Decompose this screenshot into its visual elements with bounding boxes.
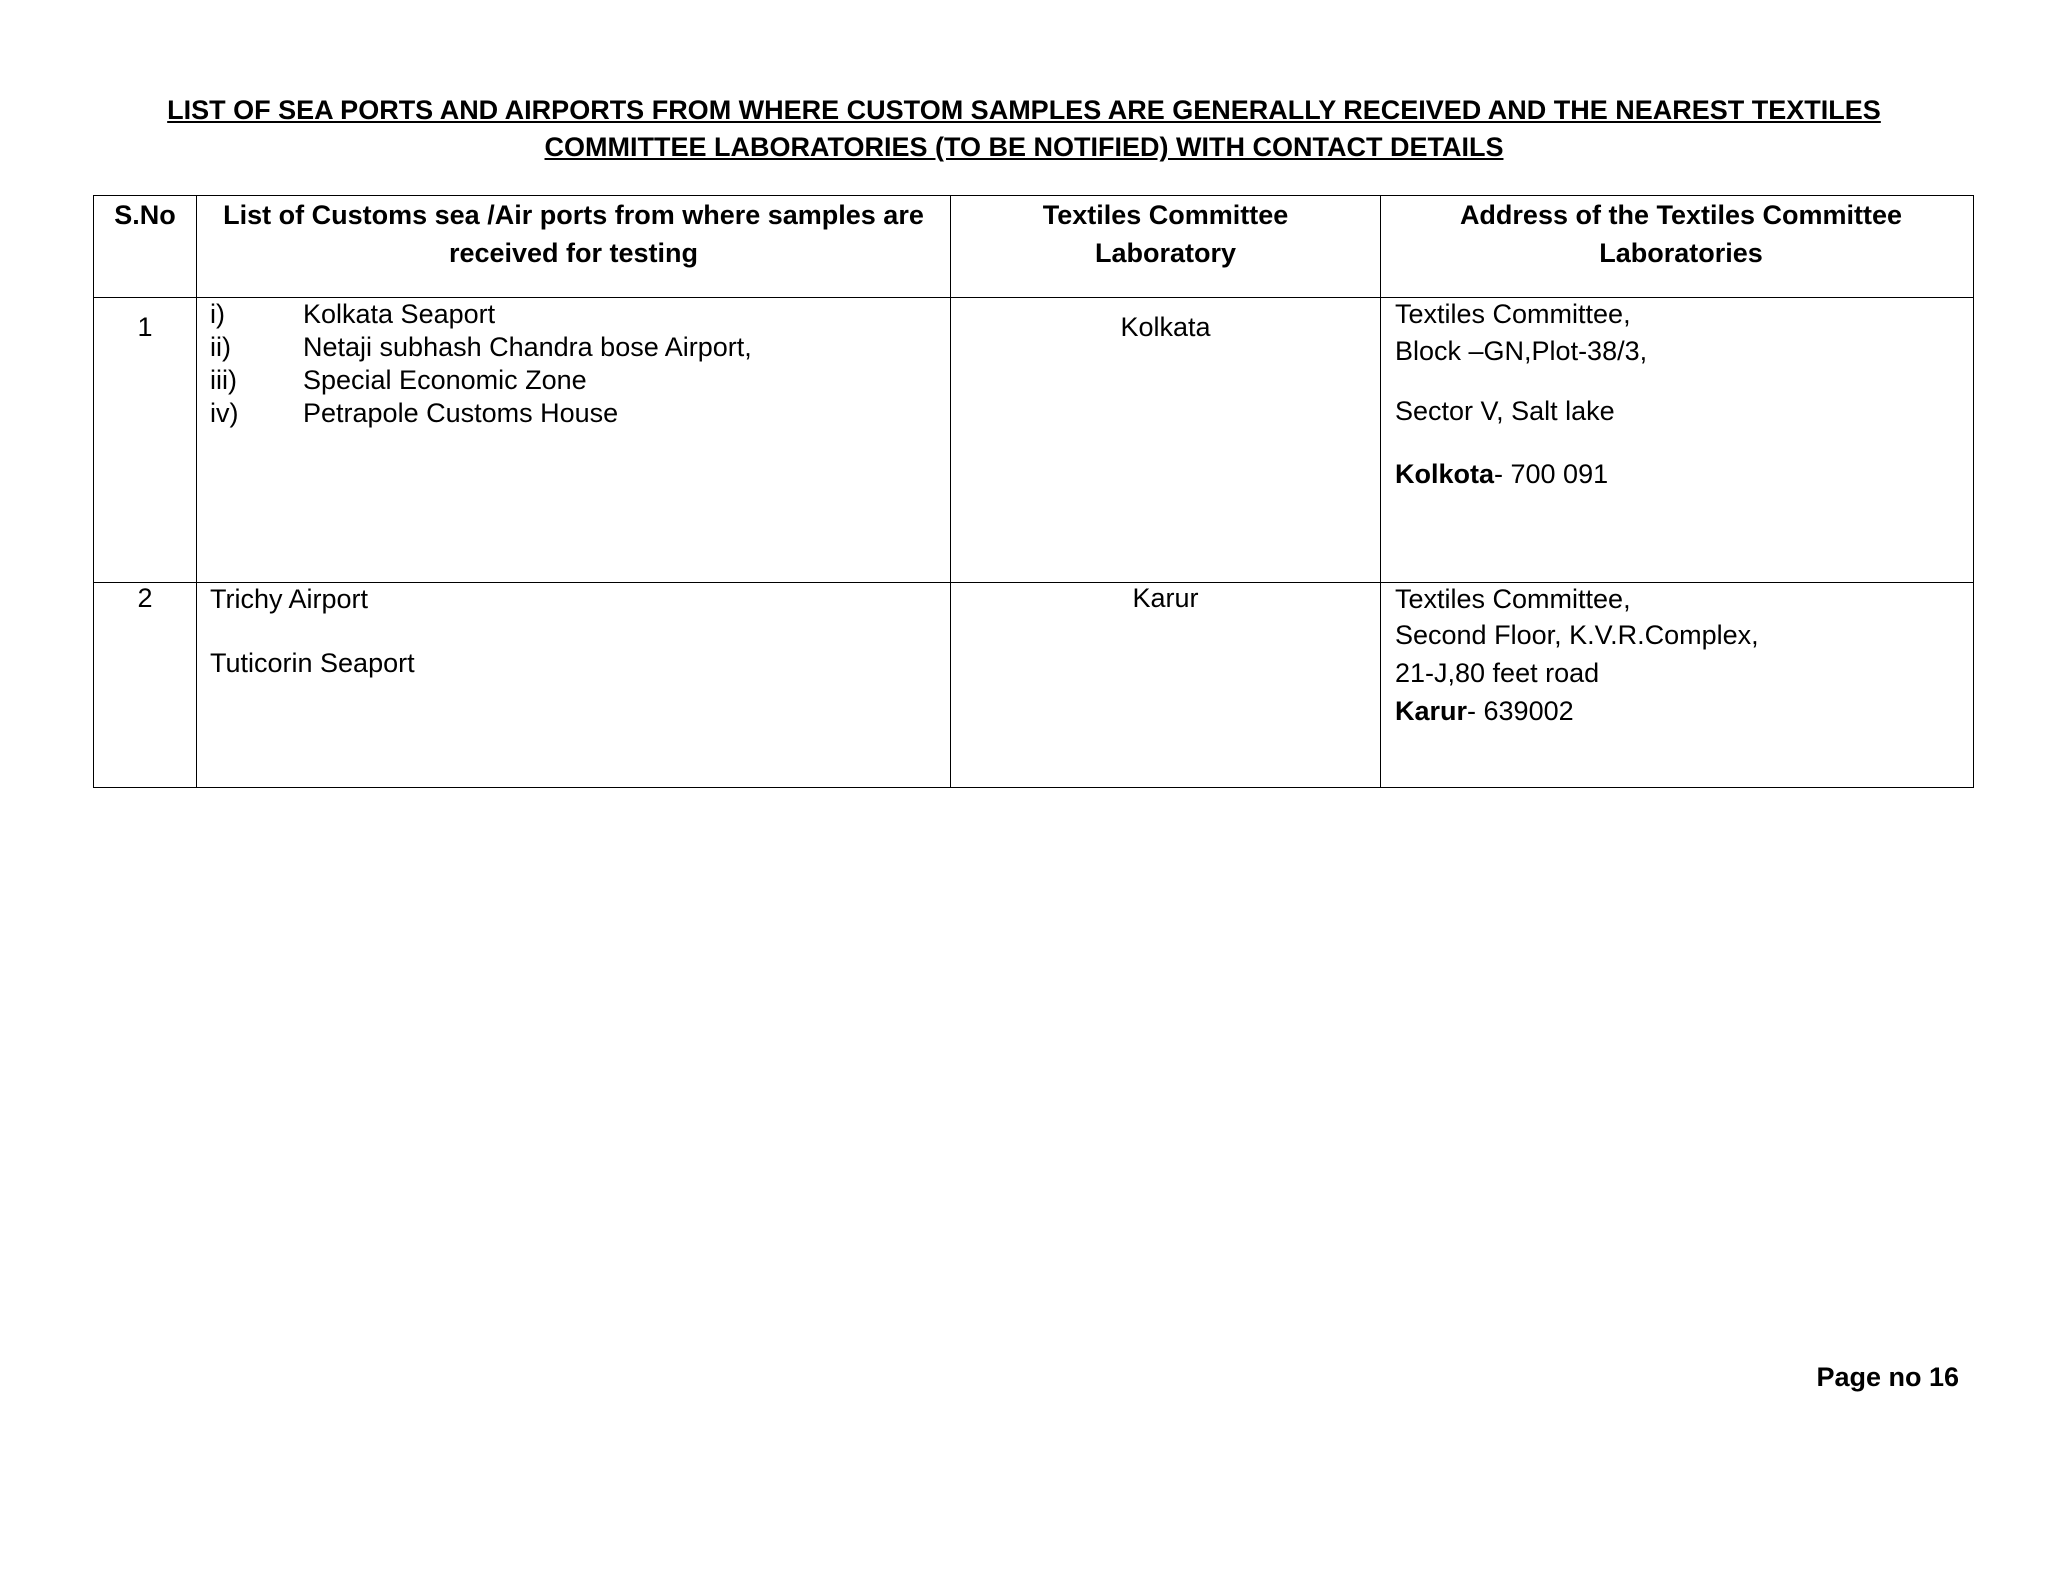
row-2-sno-value: 2 [137,583,153,613]
row-1-address [1381,298,1974,583]
list-item-number: ii) [210,332,231,362]
row-1-sno [94,298,197,583]
heading-line-2: COMMITTEE LABORATORIES (TO BE NOTIFIED) WITH CONTACT DETAILS [544,132,1504,162]
address-pin: - 639002 [1467,696,1574,726]
table-row [94,298,1974,583]
address-city: Karur [1395,696,1468,726]
header-sno [94,196,197,298]
row-2-sno [94,583,197,788]
list-item-number: i) [210,299,225,329]
address-city-line [1395,692,1961,730]
header-lab-label: Textiles Committee Laboratory [1042,200,1289,268]
list-item [210,298,938,331]
row-2-address [1381,583,1974,788]
row-2-lab-value: Karur [1132,583,1199,613]
header-lab [951,196,1381,298]
address-line: Textiles Committee, [1395,584,1631,614]
list-item-text: Petrapole Customs House [303,398,619,428]
address-line: Second Floor, K.V.R.Complex, [1395,620,1759,650]
list-item-number: iii) [210,365,237,395]
heading-line-1: LIST OF SEA PORTS AND AIRPORTS FROM WHERE CUSTOM SAMPLES ARE GENERALLY RECEIVED AND THE NEAREST TEXTILES [167,95,1881,125]
address-city-line [1395,458,1961,491]
row-1-lab [951,298,1381,583]
table-row [94,583,1974,788]
row-1-ports-list [197,298,950,430]
header-address [1381,196,1974,298]
address-line: Sector V, Salt lake [1395,396,1615,426]
row-1-address-block [1381,298,1973,491]
list-item-text: Kolkata Seaport [303,299,496,329]
row-2-address-block [1381,583,1973,730]
list-item [210,331,938,364]
address-line: Block –GN,Plot-38/3, [1395,336,1648,366]
header-address-label: Address of the Textiles Committee Laboratories [1459,200,1903,268]
page-number: Page no 16 [1816,1362,1959,1392]
ports-laboratories-table [93,195,1974,788]
header-sno-label: S.No [114,200,176,230]
list-item-text: Netaji subhash Chandra bose Airport, [303,332,752,362]
header-ports-label: List of Customs sea /Air ports from where samples are received for testing [223,200,924,268]
list-item [210,397,938,430]
list-item: Trichy Airport [210,584,369,614]
header-ports [197,196,951,298]
table-header-row [94,196,1974,298]
address-line: 21-J,80 feet road [1395,658,1600,688]
row-1-lab-value: Kolkata [1120,312,1211,342]
row-2-ports-list [197,583,950,680]
list-item: Tuticorin Seaport [210,648,415,678]
list-item [210,364,938,397]
row-2-lab [951,583,1381,788]
address-line: Textiles Committee, [1395,299,1631,329]
row-2-ports [197,583,951,788]
document-heading [80,92,1968,166]
row-1-sno-value: 1 [137,312,153,342]
address-city: Kolkota [1395,459,1495,489]
row-1-ports [197,298,951,583]
address-pin: - 700 091 [1494,459,1609,489]
list-item-number: iv) [210,398,239,428]
list-item-text: Special Economic Zone [303,365,587,395]
